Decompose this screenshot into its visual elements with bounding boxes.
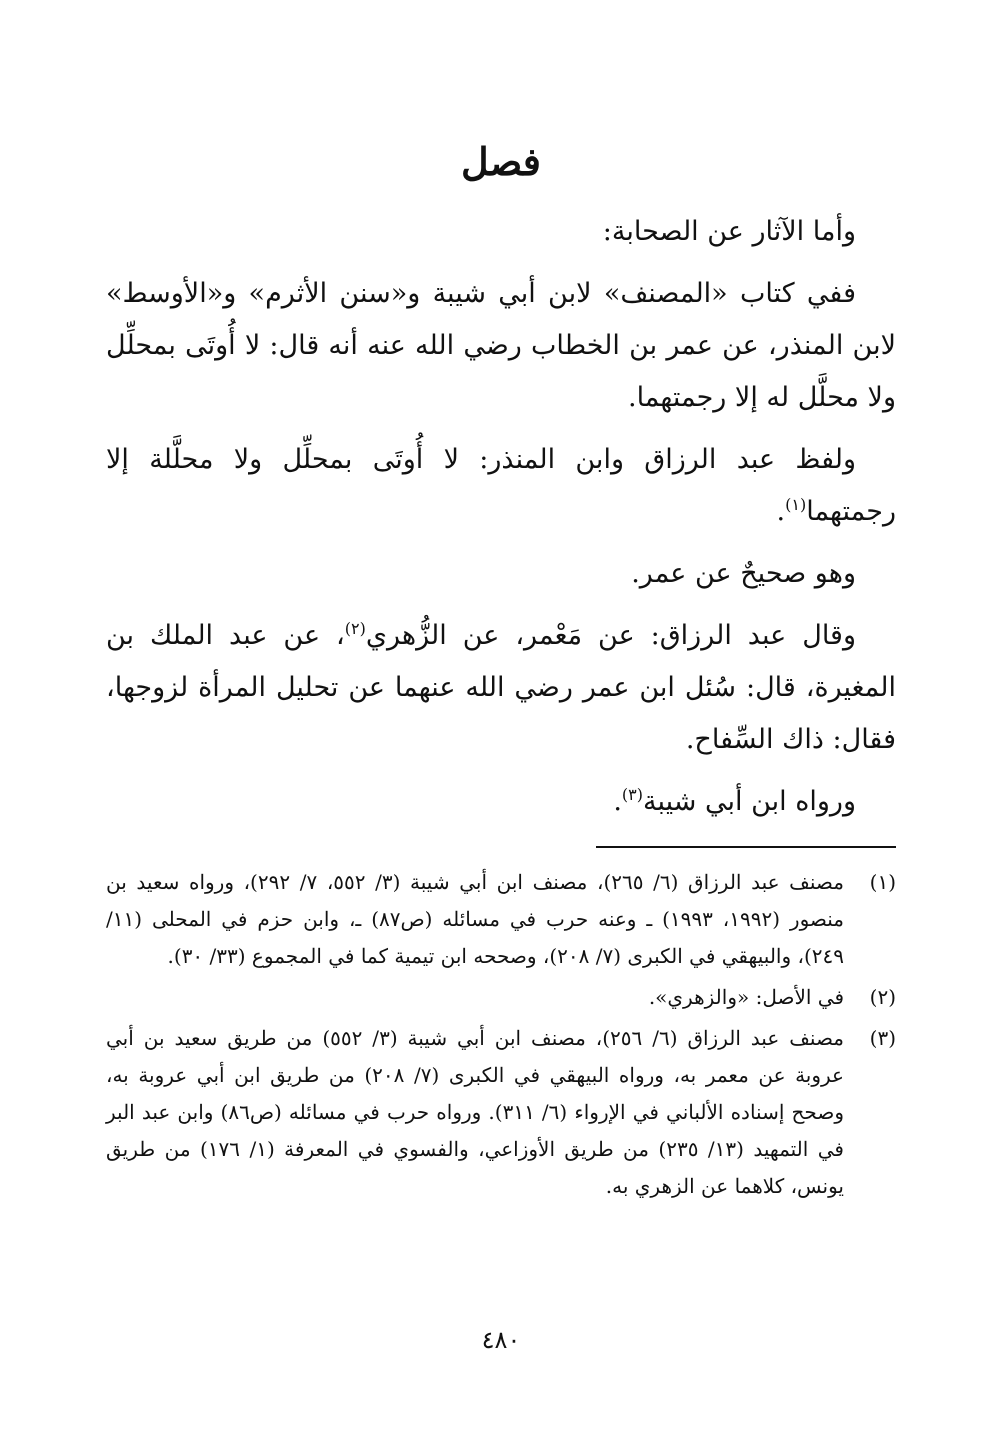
- footnote-text: مصنف عبد الرزاق (٦/ ٢٦٥)، مصنف ابن أبي شيبة (٣/ ٥٥٢، ٧/ ٢٩٢)، ورواه سعيد بن منصور (١٩٩٢، ١٩٩٣) ـ وعنه حرب في مسائله (ص٨٧) ـ، وابن حزم في المحلى (١١/ ٢٤٩)، والبيهقي في الكبرى (٧/ ٢٠٨)، وصححه ابن تيمية كما في المجموع (٣٣/ ٣٠).: [106, 870, 845, 968]
- paragraph-text: وهو صحيحٌ عن عمر.: [631, 558, 856, 589]
- paragraph-text: وأما الآثار عن الصحابة:: [602, 216, 856, 247]
- footnotes: [106, 864, 896, 1209]
- paragraph-text: ولفظ عبد الرزاق وابن المنذر: لا أُوتَى بمحلِّل ولا محلَّلة إلا رجمتهما: [106, 444, 896, 527]
- paragraph: [106, 610, 896, 766]
- footnote-item: [106, 1020, 896, 1205]
- footnote-item: [106, 979, 896, 1016]
- footnote-divider: [596, 846, 896, 848]
- footnote-text: في الأصل: «والزهري».: [648, 985, 844, 1009]
- footnote-item: [106, 864, 896, 975]
- footnote-number: (١): [869, 870, 896, 894]
- page-number: ٤٨٠: [481, 1326, 521, 1354]
- section-heading: فصل: [461, 139, 541, 184]
- paragraph-text: ورواه ابن أبي شيبة: [643, 786, 856, 817]
- paragraph-text-tail: .: [776, 496, 786, 527]
- paragraph-text: ففي كتاب «المصنف» لابن أبي شيبة و«سنن الأثرم» و«الأوسط» لابن المنذر، عن عمر بن الخطاب رضي الله عنه أنه قال: لا أُوتَى بمحلِّل ولا محلَّل له إلا رجمتهما.: [106, 278, 896, 413]
- paragraph: [106, 268, 896, 424]
- paragraph: [106, 776, 896, 828]
- footnote-ref[interactable]: (٣): [621, 785, 643, 804]
- paragraph-text-tail: .: [613, 786, 622, 817]
- main-text: [106, 206, 896, 838]
- paragraph: [106, 548, 896, 600]
- paragraph: [106, 434, 896, 538]
- paragraph-text: وقال عبد الرزاق: عن مَعْمر، عن الزُّهري: [365, 620, 856, 651]
- paragraph: [106, 206, 896, 258]
- paragraph-text-tail: ، عن عبد الملك بن المغيرة، قال: سُئل ابن عمر رضي الله عنهما عن تحليل المرأة لزوجها، فقال: ذاك السِّفاح.: [106, 620, 896, 755]
- footnote-ref[interactable]: (٢): [344, 619, 366, 638]
- footnote-text: مصنف عبد الرزاق (٦/ ٢٥٦)، مصنف ابن أبي شيبة (٣/ ٥٥٢) من طريق سعيد بن أبي عروبة عن معمر به، ورواه البيهقي في الكبرى (٧/ ٢٠٨) من طريق ابن أبي عروبة به، وصحح إسناده الألباني في الإرواء (٦/ ٣١١). ورواه حرب في مسائله (ص٨٦) وابن عبد البر في التمهيد (١٣/ ٢٣٥) من طريق الأوزاعي، والفسوي في المعرفة (١/ ١٧٦) من طريق يونس، كلاهما عن الزهري به.: [106, 1026, 845, 1198]
- footnote-number: (٢): [869, 985, 896, 1009]
- footnote-number: (٣): [869, 1026, 896, 1050]
- footnote-ref[interactable]: (١): [785, 495, 807, 514]
